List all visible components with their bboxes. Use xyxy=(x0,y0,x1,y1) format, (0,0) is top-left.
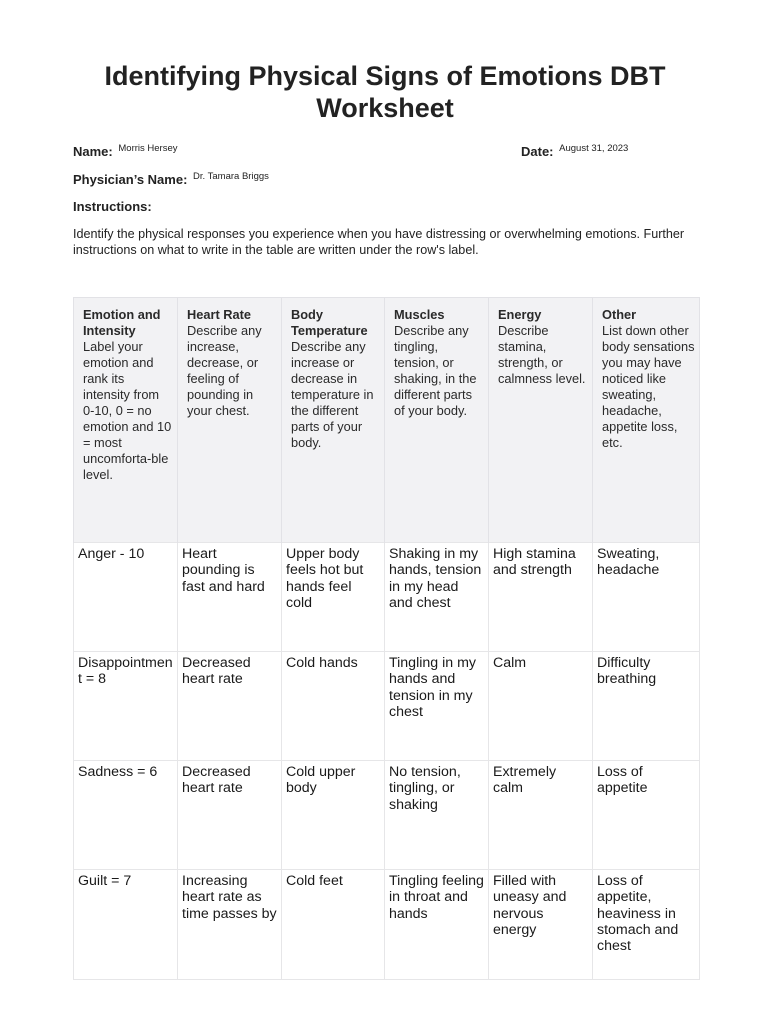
header-label: Muscles xyxy=(394,307,445,322)
table-row xyxy=(74,870,700,980)
header-emotion-intensity xyxy=(74,298,178,543)
cell-emotion: Sadness = 6 xyxy=(74,761,178,870)
physician-field xyxy=(73,172,269,187)
emotion-signs-table xyxy=(73,297,700,980)
cell-body-temperature: Upper body feels hot but hands feel cold xyxy=(282,543,385,652)
cell-body-temperature: Cold upper body xyxy=(282,761,385,870)
cell-other: Sweating, headache xyxy=(593,543,700,652)
cell-muscles: Tingling in my hands and tension in my chest xyxy=(385,652,489,761)
header-description: Describe any tingling, tension, or shaking, in the different parts of your body. xyxy=(394,323,477,418)
cell-other: Loss of appetite xyxy=(593,761,700,870)
cell-energy: Extremely calm xyxy=(489,761,593,870)
name-value: Morris Hersey xyxy=(118,143,178,154)
header-description: Label your emotion and rank its intensity from 0-10, 0 = no emotion and 10 = most uncomforta-ble level. xyxy=(83,339,172,482)
cell-heart-rate: Heart pounding is fast and hard xyxy=(178,543,282,652)
cell-energy: Calm xyxy=(489,652,593,761)
instructions-text: Identify the physical responses you experience when you have distressing or overwhelming emotions. Further instructions on what to write in the table are written under the row's label. xyxy=(73,227,685,257)
header-label: Other xyxy=(602,307,637,322)
cell-heart-rate: Decreased heart rate xyxy=(178,652,282,761)
header-energy xyxy=(489,298,593,543)
cell-heart-rate: Increasing heart rate as time passes by xyxy=(178,870,282,980)
physician-label: Physician’s Name: xyxy=(73,172,188,187)
date-field xyxy=(521,144,628,159)
cell-muscles: Shaking in my hands, tension in my head and chest xyxy=(385,543,489,652)
date-value: August 31, 2023 xyxy=(559,143,629,154)
header-description: Describe any increase, decrease, or feeling of pounding in your chest. xyxy=(187,323,262,418)
instructions-heading: Instructions: xyxy=(73,199,152,214)
page-title: Identifying Physical Signs of Emotions DBT Worksheet xyxy=(104,61,666,123)
cell-emotion: Guilt = 7 xyxy=(74,870,178,980)
cell-energy: Filled with uneasy and nervous energy xyxy=(489,870,593,980)
header-muscles xyxy=(385,298,489,543)
date-label: Date: xyxy=(521,144,554,159)
cell-heart-rate: Decreased heart rate xyxy=(178,761,282,870)
name-label: Name: xyxy=(73,144,113,159)
header-description: List down other body sensations you may have noticed like sweating, headache, appetite loss, etc. xyxy=(602,323,695,450)
name-field xyxy=(73,144,178,159)
header-heart-rate xyxy=(178,298,282,543)
header-body-temperature xyxy=(282,298,385,543)
cell-other: Loss of appetite, heaviness in stomach and chest xyxy=(593,870,700,980)
cell-energy: High stamina and strength xyxy=(489,543,593,652)
header-label: Emotion and Intensity xyxy=(83,307,161,338)
table-row xyxy=(74,761,700,870)
header-label: Heart Rate xyxy=(187,307,252,322)
physician-value: Dr. Tamara Briggs xyxy=(193,171,269,182)
cell-body-temperature: Cold feet xyxy=(282,870,385,980)
cell-other: Difficulty breathing xyxy=(593,652,700,761)
cell-muscles: No tension, tingling, or shaking xyxy=(385,761,489,870)
table-header-row xyxy=(74,298,700,543)
cell-body-temperature: Cold hands xyxy=(282,652,385,761)
header-description: Describe any increase or decrease in temperature in the different parts of your body. xyxy=(291,339,374,450)
header-label: Energy xyxy=(498,307,542,322)
header-other xyxy=(593,298,700,543)
header-label: Body Temperature xyxy=(291,307,368,338)
cell-muscles: Tingling feeling in throat and hands xyxy=(385,870,489,980)
header-description: Describe stamina, strength, or calmness level. xyxy=(498,323,586,386)
cell-emotion: Anger - 10 xyxy=(74,543,178,652)
cell-emotion: Disappointment = 8 xyxy=(74,652,178,761)
table-row xyxy=(74,652,700,761)
table-row xyxy=(74,543,700,652)
